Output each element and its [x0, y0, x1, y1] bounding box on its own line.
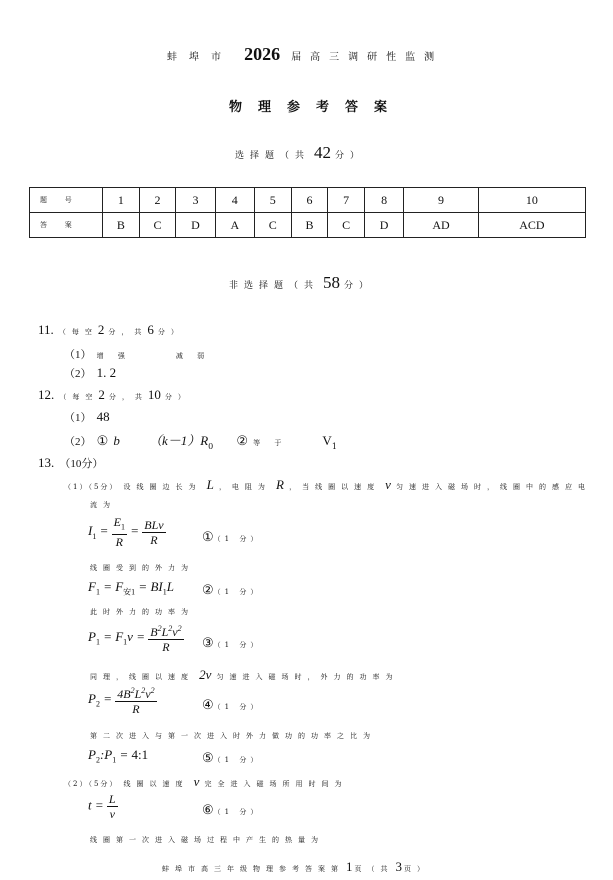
q12-part2: （2） ① b $(k-1)R_0$ ② 等 于 $V_1$ [64, 433, 337, 452]
table-cell: 8 [364, 188, 403, 213]
table-cell: 2 [139, 188, 176, 213]
table-cell: D [364, 213, 403, 238]
equation-1-mark: ①（1 分） [202, 529, 262, 544]
exam-title: 蚌埠市 2026 届高三调研性监测 [167, 44, 444, 64]
q13-part1-text: （1）（5分） 设线圈边长为 L ，电阻为 R ，当线圈以速度 v 匀速进入磁场时，线圈中的感应电 [64, 477, 592, 492]
table-cell: 10 [478, 188, 585, 213]
equation-3-mark: ③（1 分） [202, 635, 262, 650]
table-cell: 7 [328, 188, 365, 213]
table-cell: 3 [176, 188, 215, 213]
q13-text-similarly: 同理，线圈以速度 2v 匀速进入磁场时，外力的功率为 [90, 667, 399, 682]
q13-part1-text-cont: 流为 [90, 501, 116, 509]
table-cell: B [291, 213, 328, 238]
equation-5-mark: ⑤（1 分） [202, 750, 262, 765]
subject-title: 物理参考答案 [229, 100, 404, 115]
table-row-answers [30, 213, 586, 238]
page-footer: 蚌埠市高三年级物理参考答案第 1 页（共 3 页） [162, 859, 430, 874]
table-cell: A [215, 213, 254, 238]
equation-1: $I_1$ = $\frac{E_1}{R}$ = $\frac{\text{BLv}}{R}$ [88, 515, 164, 550]
equation-6-mark: ⑥（1 分） [202, 802, 262, 817]
q13-text-heat: 线圈第一次进入磁场过程中产生的热量为 [90, 836, 324, 844]
table-header-answer: 答 案 [30, 213, 103, 238]
table-cell: 5 [254, 188, 291, 213]
table-cell: 1 [103, 188, 140, 213]
question-13: 13. （10分） [38, 455, 104, 470]
equation-6: t = $\frac{L}{v}$ [88, 792, 116, 821]
q13-text-force: 线圈受到的外力为 [90, 564, 194, 572]
question-12: 12. （每空2 分，共10 分） [38, 387, 191, 402]
answer-table [29, 187, 586, 238]
equation-3: $P_1 = F_1v$ = $\frac{B^2L^2v^2}{R}$ [88, 624, 182, 654]
equation-2-mark: ②（1 分） [202, 582, 262, 597]
table-cell: B [103, 213, 140, 238]
equation-2: $F_1 = F_{安1} = BI_1L$ [88, 579, 174, 597]
section-free-response-heading: 非选择题（共 58 分） [229, 273, 375, 292]
q13-part2-text: （2）（5分） 线圈以速度 v 完全进入磁场所用时间为 [64, 774, 348, 789]
table-cell: 6 [291, 188, 328, 213]
table-cell: C [139, 213, 176, 238]
q11-part2: （2） 1. 2 [64, 365, 117, 380]
table-cell: 4 [215, 188, 254, 213]
equation-4: $P_2$ = $\frac{4B^2L^2v^2}{R}$ [88, 686, 155, 716]
q11-part1: （1） 增 强 减 弱 [64, 349, 211, 361]
q13-text-power: 此时外力的功率为 [90, 608, 194, 616]
table-cell: 9 [404, 188, 479, 213]
table-cell: D [176, 213, 215, 238]
equation-4-mark: ④（1 分） [202, 697, 262, 712]
table-cell: ACD [478, 213, 585, 238]
q13-text-ratio: 第二次进入与第一次进入时外力做功的功率之比为 [90, 732, 376, 740]
table-cell: AD [404, 213, 479, 238]
q12-part1: （1） 48 [64, 409, 110, 424]
section-multiple-choice-heading: 选择题（共 42 分） [235, 143, 366, 162]
question-11: 11. （每空2 分，共6 分） [38, 322, 184, 337]
table-row-numbers [30, 188, 586, 213]
table-header-number: 题 号 [30, 188, 103, 213]
equation-5: $P_2:P_1$ = 4:1 [88, 747, 149, 765]
table-cell: C [328, 213, 365, 238]
table-cell: C [254, 213, 291, 238]
